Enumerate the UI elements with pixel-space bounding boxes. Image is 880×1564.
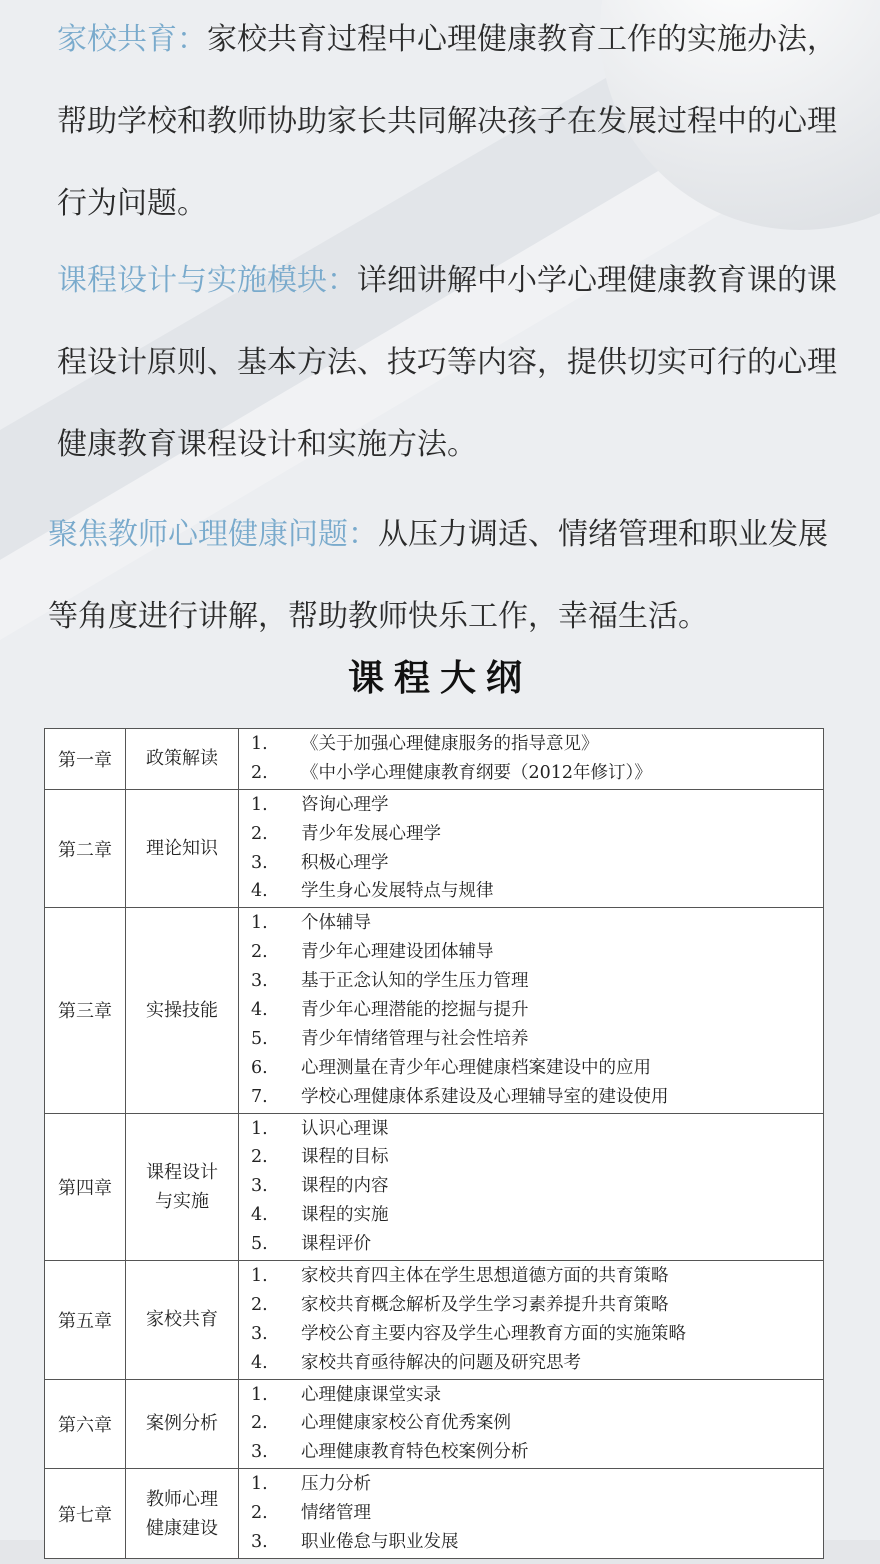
intro-body: 家校共育过程中心理健康教育工作的实施办法，帮助学校和教师协助家长共同解决孩子在发展过程中的心理行为问题。 (57, 22, 837, 221)
chapter-cell: 第二章 (45, 789, 126, 908)
item-text: 青少年情绪管理与社会性培养 (301, 1028, 529, 1049)
list-item (239, 1143, 823, 1172)
list-item (239, 1409, 823, 1438)
item-number: 3. (251, 1442, 268, 1463)
item-number: 3. (251, 1176, 268, 1197)
item-text: 《关于加强心理健康服务的指导意见》 (301, 734, 599, 754)
item-number: 2. (251, 762, 268, 783)
item-text: 积极心理学 (301, 852, 389, 873)
item-text: 青少年心理潜能的挖掘与提升 (301, 1000, 529, 1021)
item-number: 2. (251, 1503, 268, 1524)
topic-cell (126, 1379, 239, 1469)
item-text: 学生身心发展特点与规律 (301, 881, 494, 902)
items-cell (239, 1113, 824, 1260)
intro-course-design (57, 240, 847, 486)
item-text: 压力分析 (301, 1474, 371, 1495)
item-number: 1. (251, 913, 268, 934)
table-row (45, 789, 824, 908)
list-item (239, 820, 823, 849)
items-cell (239, 1261, 824, 1380)
item-number: 4. (251, 1205, 268, 1226)
item-text: 课程的内容 (301, 1176, 389, 1197)
list-item (239, 1201, 823, 1230)
intro-teacher-health (48, 494, 848, 658)
list-item (239, 1499, 823, 1528)
chapter-cell: 第六章 (45, 1379, 126, 1469)
item-text: 青少年发展心理学 (301, 823, 441, 844)
item-text: 《中小学心理健康教育纲要（2012年修订）》 (301, 762, 652, 783)
outline-table-body (45, 729, 824, 1559)
list-item (239, 849, 823, 878)
topic-cell (126, 1469, 239, 1559)
table-row (45, 1113, 824, 1260)
item-number: 2. (251, 942, 268, 963)
item-number: 3. (251, 971, 268, 992)
table-row (45, 908, 824, 1113)
list-item (239, 730, 823, 759)
item-number: 7. (251, 1086, 268, 1107)
items-cell (239, 908, 824, 1113)
intro-heading: 课程设计与实施模块： (57, 263, 357, 298)
list-item (239, 1025, 823, 1054)
list-item (239, 1115, 823, 1144)
item-number: 1. (251, 1266, 268, 1287)
topic-cell (126, 1261, 239, 1380)
list-item (239, 791, 823, 820)
item-text: 咨询心理学 (301, 794, 389, 815)
items-cell (239, 729, 824, 790)
topic-label: 案例分析 (146, 1413, 218, 1435)
item-number: 1. (251, 734, 268, 754)
intro-heading: 家校共育： (57, 22, 207, 57)
list-item (239, 1381, 823, 1410)
intro-home-school (57, 0, 847, 245)
topic-cell (126, 789, 239, 908)
outline-title: 课程大纲 (347, 658, 532, 699)
outline-table (44, 728, 824, 1559)
topic-cell (126, 729, 239, 790)
chapter-cell: 第四章 (45, 1113, 126, 1260)
item-number: 5. (251, 1028, 268, 1049)
items-cell (239, 1379, 824, 1469)
item-number: 3. (251, 1323, 268, 1344)
item-text: 学校心理健康体系建设及心理辅导室的建设使用 (301, 1086, 669, 1107)
table-row (45, 1379, 824, 1469)
list-item (239, 1320, 823, 1349)
topic-cell (126, 1113, 239, 1260)
item-text: 情绪管理 (301, 1503, 371, 1524)
item-number: 2. (251, 1147, 268, 1168)
item-number: 2. (251, 1294, 268, 1315)
item-number: 2. (251, 1413, 268, 1434)
item-number: 1. (251, 1118, 268, 1139)
items-cell (239, 789, 824, 908)
item-text: 家校共育四主体在学生思想道德方面的共育策略 (301, 1266, 669, 1287)
topic-cell (126, 908, 239, 1113)
item-text: 认识心理课 (301, 1118, 389, 1139)
intro-body: 详细讲解中小学心理健康教育课的课程设计原则、基本方法、技巧等内容，提供切实可行的心理健康教育课程设计和实施方法。 (57, 263, 837, 462)
item-text: 心理健康教育特色校案例分析 (301, 1442, 529, 1463)
item-text: 个体辅导 (301, 913, 371, 934)
list-item (239, 1470, 823, 1499)
list-item (239, 1438, 823, 1467)
item-text: 家校共育亟待解决的问题及研究思考 (301, 1352, 581, 1373)
table-row (45, 1469, 824, 1559)
item-number: 4. (251, 1000, 268, 1021)
list-item (239, 1291, 823, 1320)
item-text: 心理测量在青少年心理健康档案建设中的应用 (301, 1057, 651, 1078)
list-item (239, 1172, 823, 1201)
list-item (239, 938, 823, 967)
topic-label: 理论知识 (146, 838, 218, 860)
topic-label: 实操技能 (146, 999, 218, 1021)
table-row (45, 1261, 824, 1380)
item-number: 3. (251, 1532, 268, 1553)
item-text: 课程的实施 (301, 1205, 389, 1226)
item-text: 课程评价 (301, 1234, 371, 1255)
list-item (239, 1349, 823, 1378)
item-number: 1. (251, 1474, 268, 1495)
item-number: 1. (251, 1384, 268, 1405)
item-number: 2. (251, 823, 268, 844)
chapter-cell: 第五章 (45, 1261, 126, 1380)
item-text: 职业倦怠与职业发展 (301, 1532, 459, 1553)
topic-label: 课程设计与实施 (146, 1161, 218, 1212)
topic-label: 政策解读 (146, 748, 218, 770)
item-number: 5. (251, 1234, 268, 1255)
list-item (239, 1083, 823, 1112)
topic-label: 教师心理健康建设 (146, 1488, 218, 1539)
list-item (239, 967, 823, 996)
items-cell (239, 1469, 824, 1559)
table-row (45, 729, 824, 790)
list-item (239, 1054, 823, 1083)
item-text: 心理健康家校公育优秀案例 (301, 1413, 511, 1434)
item-number: 4. (251, 881, 268, 902)
item-number: 6. (251, 1057, 268, 1078)
item-text: 课程的目标 (301, 1147, 389, 1168)
list-item (239, 996, 823, 1025)
list-item (239, 759, 823, 788)
list-item (239, 1230, 823, 1259)
list-item (239, 877, 823, 906)
list-item (239, 1262, 823, 1291)
intro-heading: 聚焦教师心理健康问题： (48, 517, 378, 552)
item-number: 1. (251, 794, 268, 815)
item-text: 学校公育主要内容及学生心理教育方面的实施策略 (301, 1323, 686, 1344)
item-number: 3. (251, 852, 268, 873)
item-text: 家校共育概念解析及学生学习素养提升共育策略 (301, 1294, 669, 1315)
list-item (239, 1528, 823, 1557)
chapter-cell: 第七章 (45, 1469, 126, 1559)
chapter-cell: 第三章 (45, 908, 126, 1113)
topic-label: 家校共育 (146, 1309, 218, 1331)
intro-body: 从压力调适、情绪管理和职业发展等角度进行讲解，帮助教师快乐工作，幸福生活。 (48, 517, 828, 634)
chapter-cell: 第一章 (45, 729, 126, 790)
list-item (239, 909, 823, 938)
item-text: 基于正念认知的学生压力管理 (301, 971, 529, 992)
item-number: 4. (251, 1352, 268, 1373)
item-text: 青少年心理建设团体辅导 (301, 942, 494, 963)
item-text: 心理健康课堂实录 (301, 1384, 441, 1405)
